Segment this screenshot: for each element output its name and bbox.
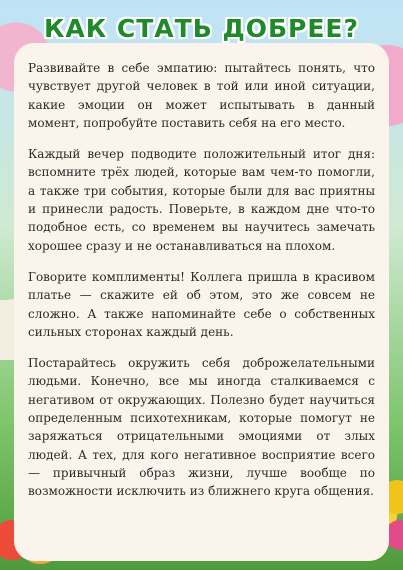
page-title: КАК СТАТЬ ДОБРЕЕ? (43, 14, 360, 43)
paragraph-friendly-people: Постарайтесь окружить себя доброжелательными людьми. Конечно, все мы иногда сталкиваемся с негативом от окружающих. Полезно будет научиться определенным психотехникам, которые помогут не заряжаться отрицательными эмоциями от злых людей. А тех, для кого негативное восприятие всего — привычный образ жизни, лучше вообще по возможности исключить из ближнего круга общения. (28, 356, 375, 499)
paragraph-compliments: Говорите комплименты! Коллега пришла в красивом платье — скажите ей об этом, это же совсем не сложно. А также напоминайте себе о собственных сильных сторонах каждый день. (28, 269, 375, 339)
paragraph-empathy: Развивайте в себе эмпатию: пытайтесь понять, что чувствует другой человек в той или иной ситуации, какие эмоции он может испытывать в данный момент, попробуйте поставить себя на его место. (28, 61, 375, 130)
paragraph-evening-summary: Каждый вечер подводите положительный итог дня: вспомните трёх людей, которые вам чем-то помогли, а также три события, которые были для вас приятны и принесли радость. Поверьте, в каждом дне что-то подобное есть, со временем вы научитесь замечать хорошее сразу и не останавливаться на плохом. (28, 147, 375, 253)
content-card (14, 43, 389, 561)
